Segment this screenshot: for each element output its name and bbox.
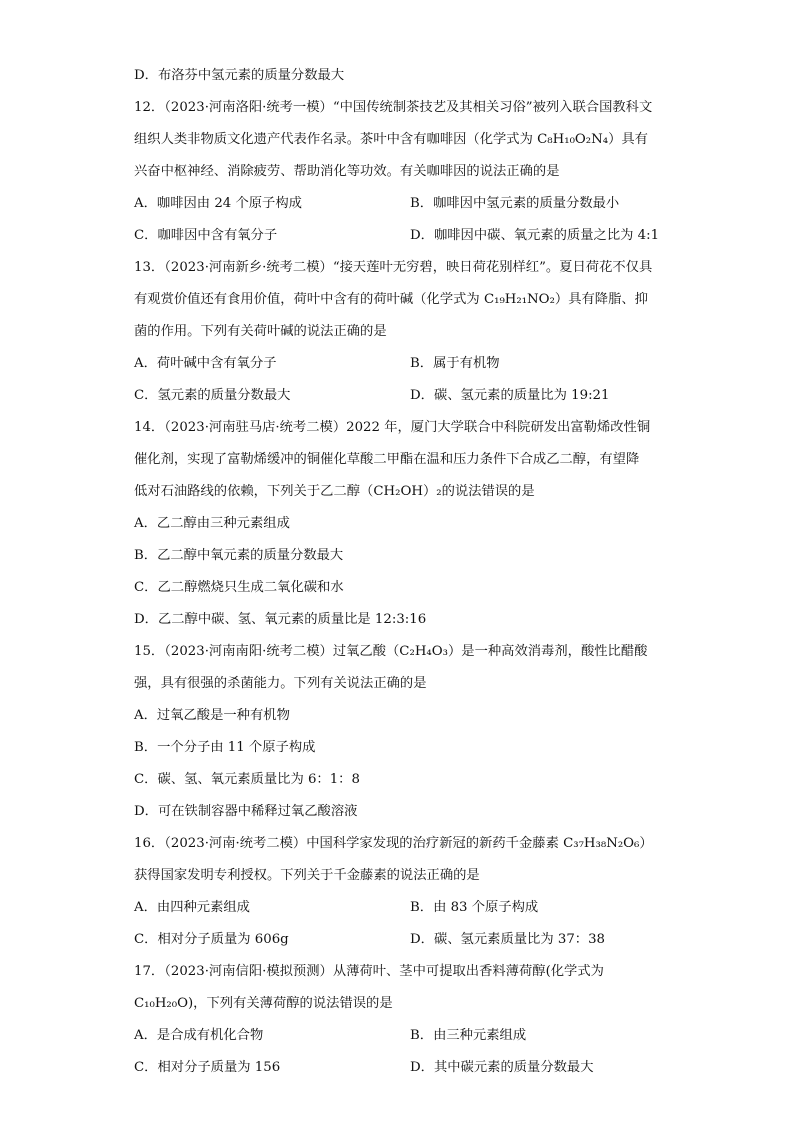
q15-stem-line-1: 15．（2023·河南南阳·统考二模）过氧乙酸（C₂H₄O₃）是一种高效消毒剂，酸性比醋酸 xyxy=(134,644,648,659)
q16-option-d: D．碳、氢元素质量比为 37：38 xyxy=(410,932,605,947)
q15-option-d: D．可在铁制容器中稀释过氧乙酸溶液 xyxy=(134,804,358,819)
q12-option-a: A．咖啡因由 24 个原子构成 xyxy=(134,196,302,211)
q11-option-d: D．布洛芬中氢元素的质量分数最大 xyxy=(134,68,345,83)
q13-option-a: A．荷叶碱中含有氧分子 xyxy=(134,356,277,371)
q16-stem-line-1: 16．（2023·河南·统考二模）中国科学家发现的治疗新冠的新药千金藤素 C₃₇H₃₈N₂O₆） xyxy=(134,836,653,851)
q15-option-c: C．碳、氢、氧元素质量比为 6：1：8 xyxy=(134,772,360,787)
q14-stem-line-3: 低对石油路线的依赖，下列关于乙二醇（CH₂OH）₂的说法错误的是 xyxy=(134,484,535,499)
q14-option-b: B．乙二醇中氧元素的质量分数最大 xyxy=(134,548,344,563)
q14-option-a: A．乙二醇由三种元素组成 xyxy=(134,516,290,531)
q17-stem-line-2: C₁₀H₂₀O)，下列有关薄荷醇的说法错误的是 xyxy=(134,996,393,1011)
q14-stem-line-1: 14．（2023·河南驻马店·统考二模）2022 年，厦门大学联合中科院研发出富勒烯改性铜 xyxy=(134,420,651,435)
q15-option-b: B．一个分子由 11 个原子构成 xyxy=(134,740,316,755)
q13-option-c: C．氢元素的质量分数最大 xyxy=(134,388,291,403)
q12-stem-line-2: 组织人类非物质文化遗产代表作名录。茶叶中含有咖啡因（化学式为 C₈H₁₀O₂N₄）具有 xyxy=(134,132,648,147)
q16-option-a: A．由四种元素组成 xyxy=(134,900,250,915)
q13-stem-line-3: 菌的作用。下列有关荷叶碱的说法正确的是 xyxy=(134,324,387,339)
q17-option-d: D．其中碳元素的质量分数最大 xyxy=(410,1060,594,1075)
q13-stem-line-2: 有观赏价值还有食用价值，荷叶中含有的荷叶碱（化学式为 C₁₉H₂₁NO₂）具有降脂、抑 xyxy=(134,292,648,307)
q12-option-d: D．咖啡因中碳、氧元素的质量之比为 4:1 xyxy=(410,228,660,243)
q16-stem-line-2: 获得国家发明专利授权。下列关于千金藤素的说法正确的是 xyxy=(134,868,480,883)
q17-option-c: C．相对分子质量为 156 xyxy=(134,1060,281,1075)
q12-option-c: C．咖啡因中含有氧分子 xyxy=(134,228,278,243)
q12-stem-line-1: 12．（2023·河南洛阳·统考一模）“中国传统制茶技艺及其相关习俗”被列入联合国教科文 xyxy=(134,100,653,115)
q13-stem-line-1: 13．（2023·河南新乡·统考二模）“接天莲叶无穷碧，映日荷花别样红”。夏日荷花不仅具 xyxy=(134,260,653,275)
q17-option-a: A．是合成有机化合物 xyxy=(134,1028,264,1043)
q12-option-b: B．咖啡因中氢元素的质量分数最小 xyxy=(410,196,620,211)
q13-option-d: D．碳、氢元素的质量比为 19:21 xyxy=(410,388,610,403)
q14-stem-line-2: 催化剂，实现了富勒烯缓冲的铜催化草酸二甲酯在温和压力条件下合成乙二醇，有望降 xyxy=(134,452,640,467)
q17-stem-line-1: 17．（2023·河南信阳·模拟预测）从薄荷叶、茎中可提取出香料薄荷醇(化学式为 xyxy=(134,964,604,979)
q17-option-b: B．由三种元素组成 xyxy=(410,1028,527,1043)
q14-option-d: D．乙二醇中碳、氢、氧元素的质量比是 12:3:16 xyxy=(134,612,427,627)
q12-stem-line-3: 兴奋中枢神经、消除疲劳、帮助消化等功效。有关咖啡因的说法正确的是 xyxy=(134,164,560,179)
q14-option-c: C．乙二醇燃烧只生成二氧化碳和水 xyxy=(134,580,344,595)
q16-option-c: C．相对分子质量为 606g xyxy=(134,932,289,947)
q16-option-b: B．由 83 个原子构成 xyxy=(410,900,539,915)
q15-stem-line-2: 强，具有很强的杀菌能力。下列有关说法正确的是 xyxy=(134,676,427,691)
q15-option-a: A．过氧乙酸是一种有机物 xyxy=(134,708,290,723)
q13-option-b: B．属于有机物 xyxy=(410,356,500,371)
